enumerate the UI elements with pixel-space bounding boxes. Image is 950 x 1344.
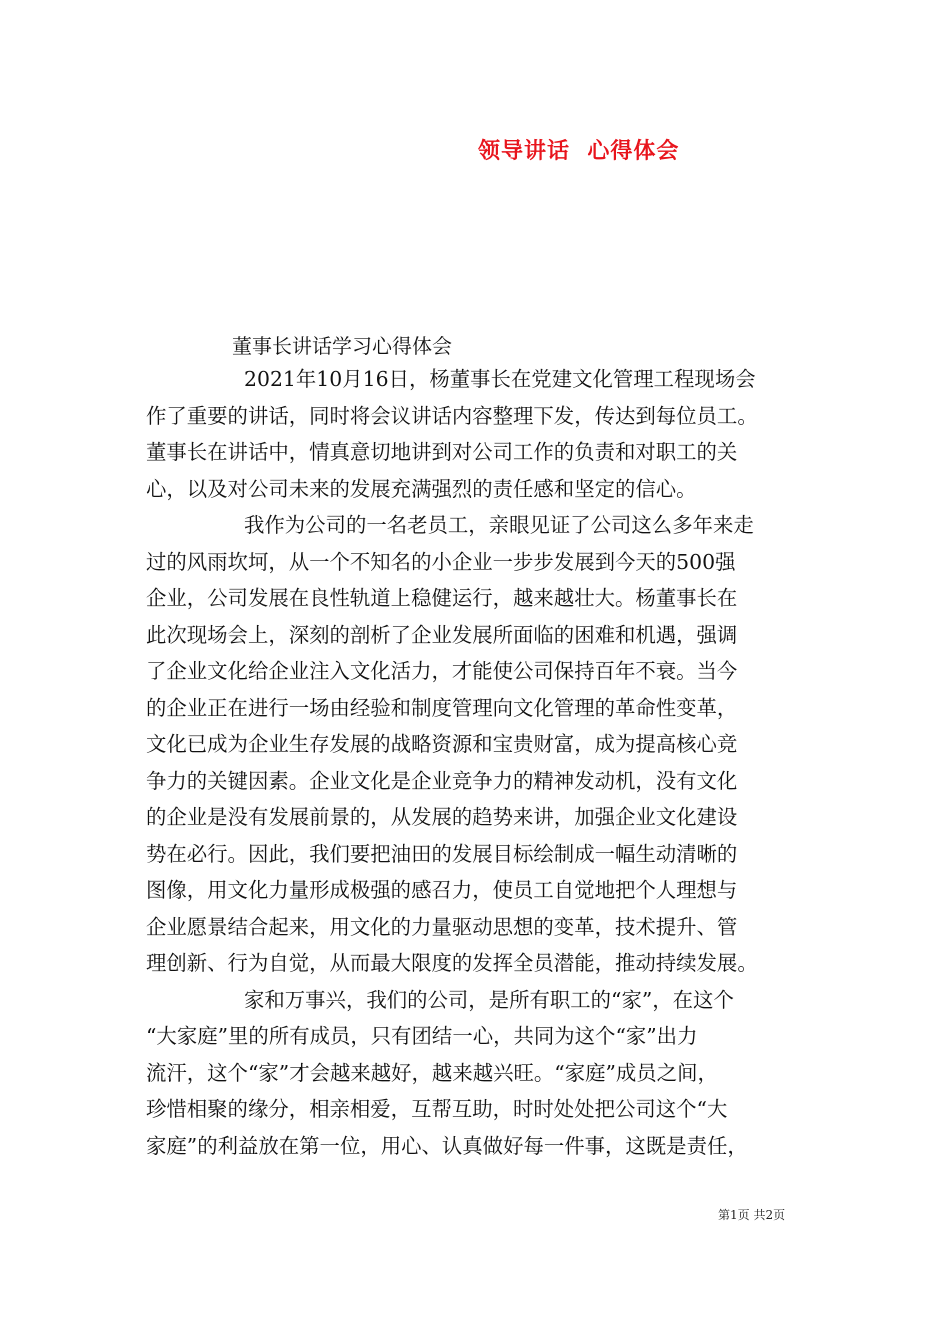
paragraph-line: “大家庭”里的所有成员，只有团结一心，共同为这个“家”出力 (146, 1024, 698, 1048)
header-title: 领导讲话 心得体会 (478, 139, 680, 164)
paragraph-line: 流汗，这个“家”才会越来越好，越来越兴旺。“家庭”成员之间， (146, 1061, 718, 1085)
paragraph-line: 理创新、行为自觉，从而最大限度的发挥全员潜能，推动持续发展。 (146, 951, 758, 975)
paragraph-line: 此次现场会上，深刻的剖析了企业发展所面临的困难和机遇，强调 (146, 623, 738, 647)
paragraph-line: 我作为公司的一名老员工，亲眼见证了公司这么多年来走 (244, 513, 754, 537)
paragraph-line: 势在必行。因此，我们要把油田的发展目标绘制成一幅生动清晰的 (146, 842, 738, 866)
paragraph-line: 珍惜相聚的缘分，相亲相爱，互帮互助，时时处处把公司这个“大 (146, 1097, 728, 1121)
paragraph-line: 过的风雨坎坷，从一个不知名的小企业一步步发展到今天的500强 (146, 550, 736, 574)
page-number: 第1页 共2页 (718, 1208, 786, 1222)
paragraph-line: 了企业文化给企业注入文化活力，才能使公司保持百年不衰。当今 (146, 659, 738, 683)
paragraph-line: 家和万事兴，我们的公司，是所有职工的“家”，在这个 (244, 988, 734, 1012)
paragraph-line: 的企业是没有发展前景的，从发展的趋势来讲，加强企业文化建设 (146, 805, 738, 829)
paragraph-line: 文化已成为企业生存发展的战略资源和宝贵财富，成为提高核心竞 (146, 732, 738, 756)
paragraph-line: 企业愿景结合起来，用文化的力量驱动思想的变革，技术提升、管 (146, 915, 738, 939)
paragraph-line: 心，以及对公司未来的发展充满强烈的责任感和坚定的信心。 (146, 477, 697, 501)
paragraph-line: 的企业正在进行一场由经验和制度管理向文化管理的革命性变革， (146, 696, 738, 720)
paragraph-line: 争力的关键因素。企业文化是企业竞争力的精神发动机，没有文化 (146, 769, 738, 793)
document-title: 董事长讲话学习心得体会 (232, 334, 452, 358)
paragraph-line: 作了重要的讲话，同时将会议讲话内容整理下发，传达到每位员工。 (146, 404, 758, 428)
paragraph-line: 董事长在讲话中，情真意切地讲到对公司工作的负责和对职工的关 (146, 440, 738, 464)
paragraph-line: 图像，用文化力量形成极强的感召力，使员工自觉地把个人理想与 (146, 878, 738, 902)
paragraph-line: 企业，公司发展在良性轨道上稳健运行，越来越壮大。杨董事长在 (146, 586, 738, 610)
paragraph-line: 家庭”的利益放在第一位，用心、认真做好每一件事，这既是责任， (146, 1134, 748, 1158)
paragraph-line: 2021年10月16日，杨董事长在党建文化管理工程现场会 (244, 367, 756, 391)
